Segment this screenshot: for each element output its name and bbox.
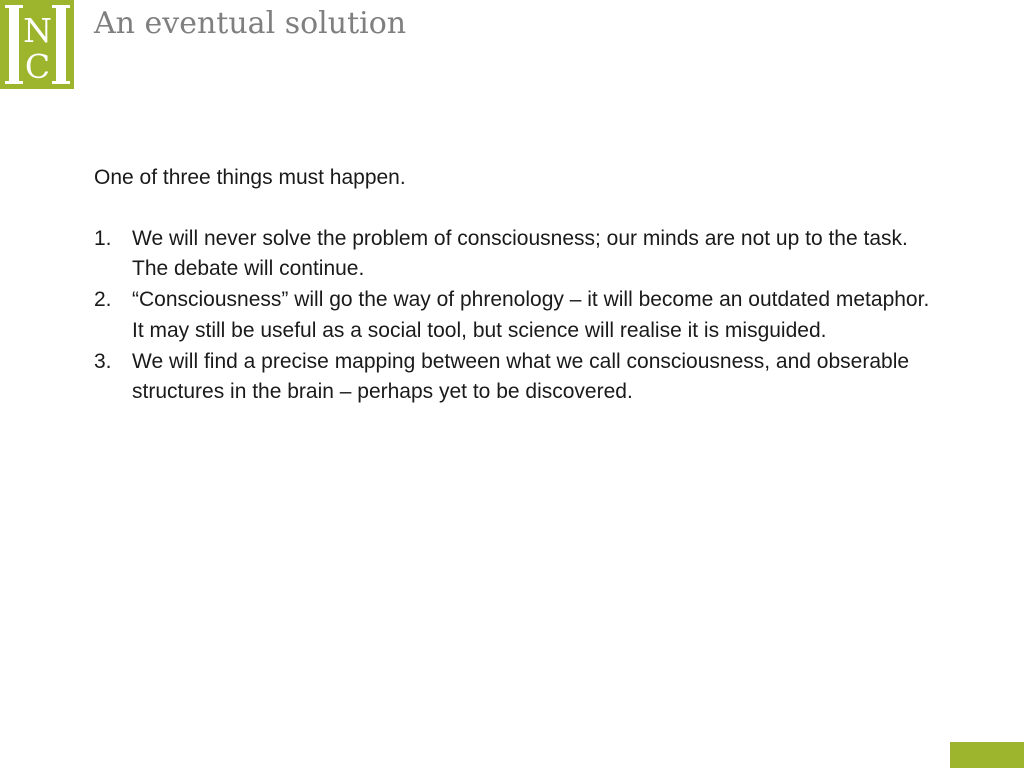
slide-title: An eventual solution bbox=[94, 6, 407, 41]
list-text: We will never solve the problem of consciousness; our minds are not up to the task. The debate will continue. bbox=[132, 226, 908, 281]
list-item-2 bbox=[94, 285, 944, 346]
slide-body bbox=[94, 163, 944, 408]
list-text: We will find a precise mapping between what we call consciousness, and obserable structures in the brain – perhaps yet to be discovered. bbox=[132, 349, 910, 404]
inc-logo bbox=[0, 0, 74, 89]
list-item-1 bbox=[94, 224, 944, 285]
list-item-3 bbox=[94, 347, 944, 408]
inc-logo-mark bbox=[0, 0, 74, 89]
svg-text:N: N bbox=[23, 11, 52, 50]
list-number: 3. bbox=[94, 349, 112, 373]
list-number: 2. bbox=[94, 288, 112, 312]
numbered-list bbox=[94, 224, 944, 408]
list-text: “Consciousness” will go the way of phrenology – it will become an outdated metaphor. It may still be useful as a social tool, but science will realise it is misguided. bbox=[132, 288, 930, 342]
footer-accent-bar bbox=[950, 742, 1024, 768]
svg-text:C: C bbox=[24, 47, 51, 86]
list-number: 1. bbox=[94, 226, 112, 250]
intro-text: One of three things must happen. bbox=[94, 166, 406, 189]
